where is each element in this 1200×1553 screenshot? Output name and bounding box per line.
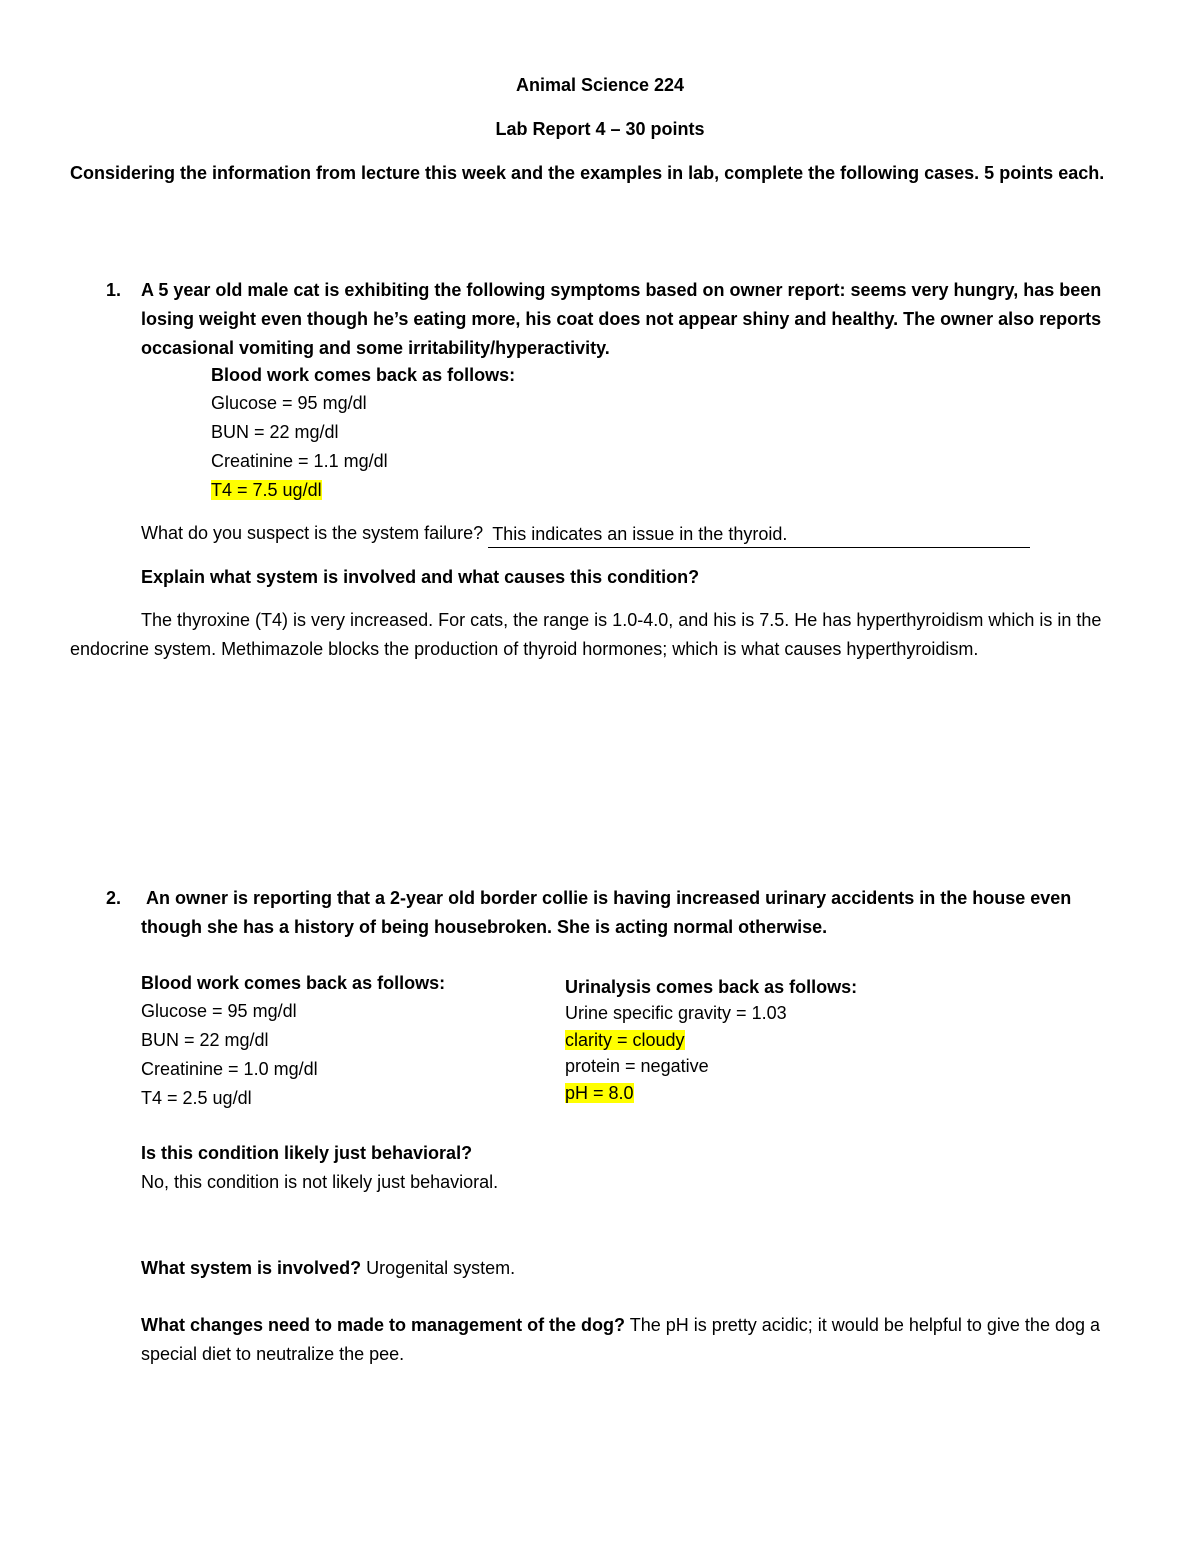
case1-answer2: The thyroxine (T4) is very increased. For cats, the range is 1.0-4.0, and his is 7.5. He has hyperthyroidism which is in the endocrine system. Methimazole blocks the production of thyroid hormones; which is what causes hyperthyroidism. (70, 610, 1102, 659)
case2-glucose: Glucose = 95 mg/dl (141, 1001, 297, 1021)
case2-creatinine: Creatinine = 1.0 mg/dl (141, 1059, 318, 1079)
case1-t4 (211, 476, 322, 505)
case2-question2-label: What system is involved? (141, 1258, 362, 1278)
case2-t4: T4 = 2.5 ug/dl (141, 1088, 252, 1108)
case2-answer2: Urogenital system. (366, 1258, 516, 1278)
case1-number: 1. (106, 280, 122, 300)
lab-title: Lab Report 4 – 30 points (495, 119, 705, 139)
case2-question2 (141, 1254, 515, 1283)
case1-glucose: Glucose = 95 mg/dl (211, 393, 367, 413)
case2-question3 (141, 1311, 1131, 1369)
case2-bun: BUN = 22 mg/dl (141, 1030, 269, 1050)
case1-answer1: This indicates an issue in the thyroid. (492, 524, 788, 544)
case2-urinalysis-title: Urinalysis comes back as follows: (565, 977, 858, 997)
intro-instructions: Considering the information from lecture this week and the examples in lab, complete the following cases. 5 points each. (70, 163, 1105, 183)
case2-clarity (565, 1026, 685, 1055)
case1-creatinine: Creatinine = 1.1 mg/dl (211, 451, 388, 471)
case2-bloodwork-title: Blood work comes back as follows: (141, 973, 446, 993)
case1-prompt: A 5 year old male cat is exhibiting the following symptoms based on owner report: seems very hungry, has been losing weight even though he’s eating more, his coat does not appear shiny and healthy. The owner also reports occasional vomiting and some irritability/hyperactivity. (141, 280, 1102, 358)
case2-answer3: The pH is pretty acidic; it would be helpful to give the dog a special diet to neutralize the pee. (141, 1315, 1101, 1364)
case2-question1: Is this condition likely just behavioral? (141, 1143, 473, 1163)
case2-ph (565, 1079, 634, 1108)
case2-question3-label: What changes need to made to management of the dog? (141, 1315, 626, 1335)
case1-t4-highlight: T4 = 7.5 ug/dl (211, 480, 322, 500)
case1-question1 (141, 519, 1030, 548)
case2-ph-highlight: pH = 8.0 (565, 1083, 634, 1103)
case1-answer1-line (488, 525, 1030, 548)
case2-answer1: No, this condition is not likely just behavioral. (141, 1172, 499, 1192)
case1-bun: BUN = 22 mg/dl (211, 422, 339, 442)
case2-clarity-highlight: clarity = cloudy (565, 1030, 685, 1050)
course-title: Animal Science 224 (515, 75, 685, 95)
case1-question2: Explain what system is involved and what causes this condition? (141, 567, 700, 587)
case2-prompt: An owner is reporting that a 2-year old border collie is having increased urinary accidents in the house even though she has a history of being housebroken. She is acting normal otherwise. (141, 888, 1072, 937)
case1-bloodwork-title: Blood work comes back as follows: (211, 365, 516, 385)
case2-protein: protein = negative (565, 1056, 709, 1076)
case1-question1-label: What do you suspect is the system failure? (141, 523, 484, 543)
case2-number: 2. (106, 888, 122, 908)
case2-usg: Urine specific gravity = 1.03 (565, 1003, 787, 1023)
